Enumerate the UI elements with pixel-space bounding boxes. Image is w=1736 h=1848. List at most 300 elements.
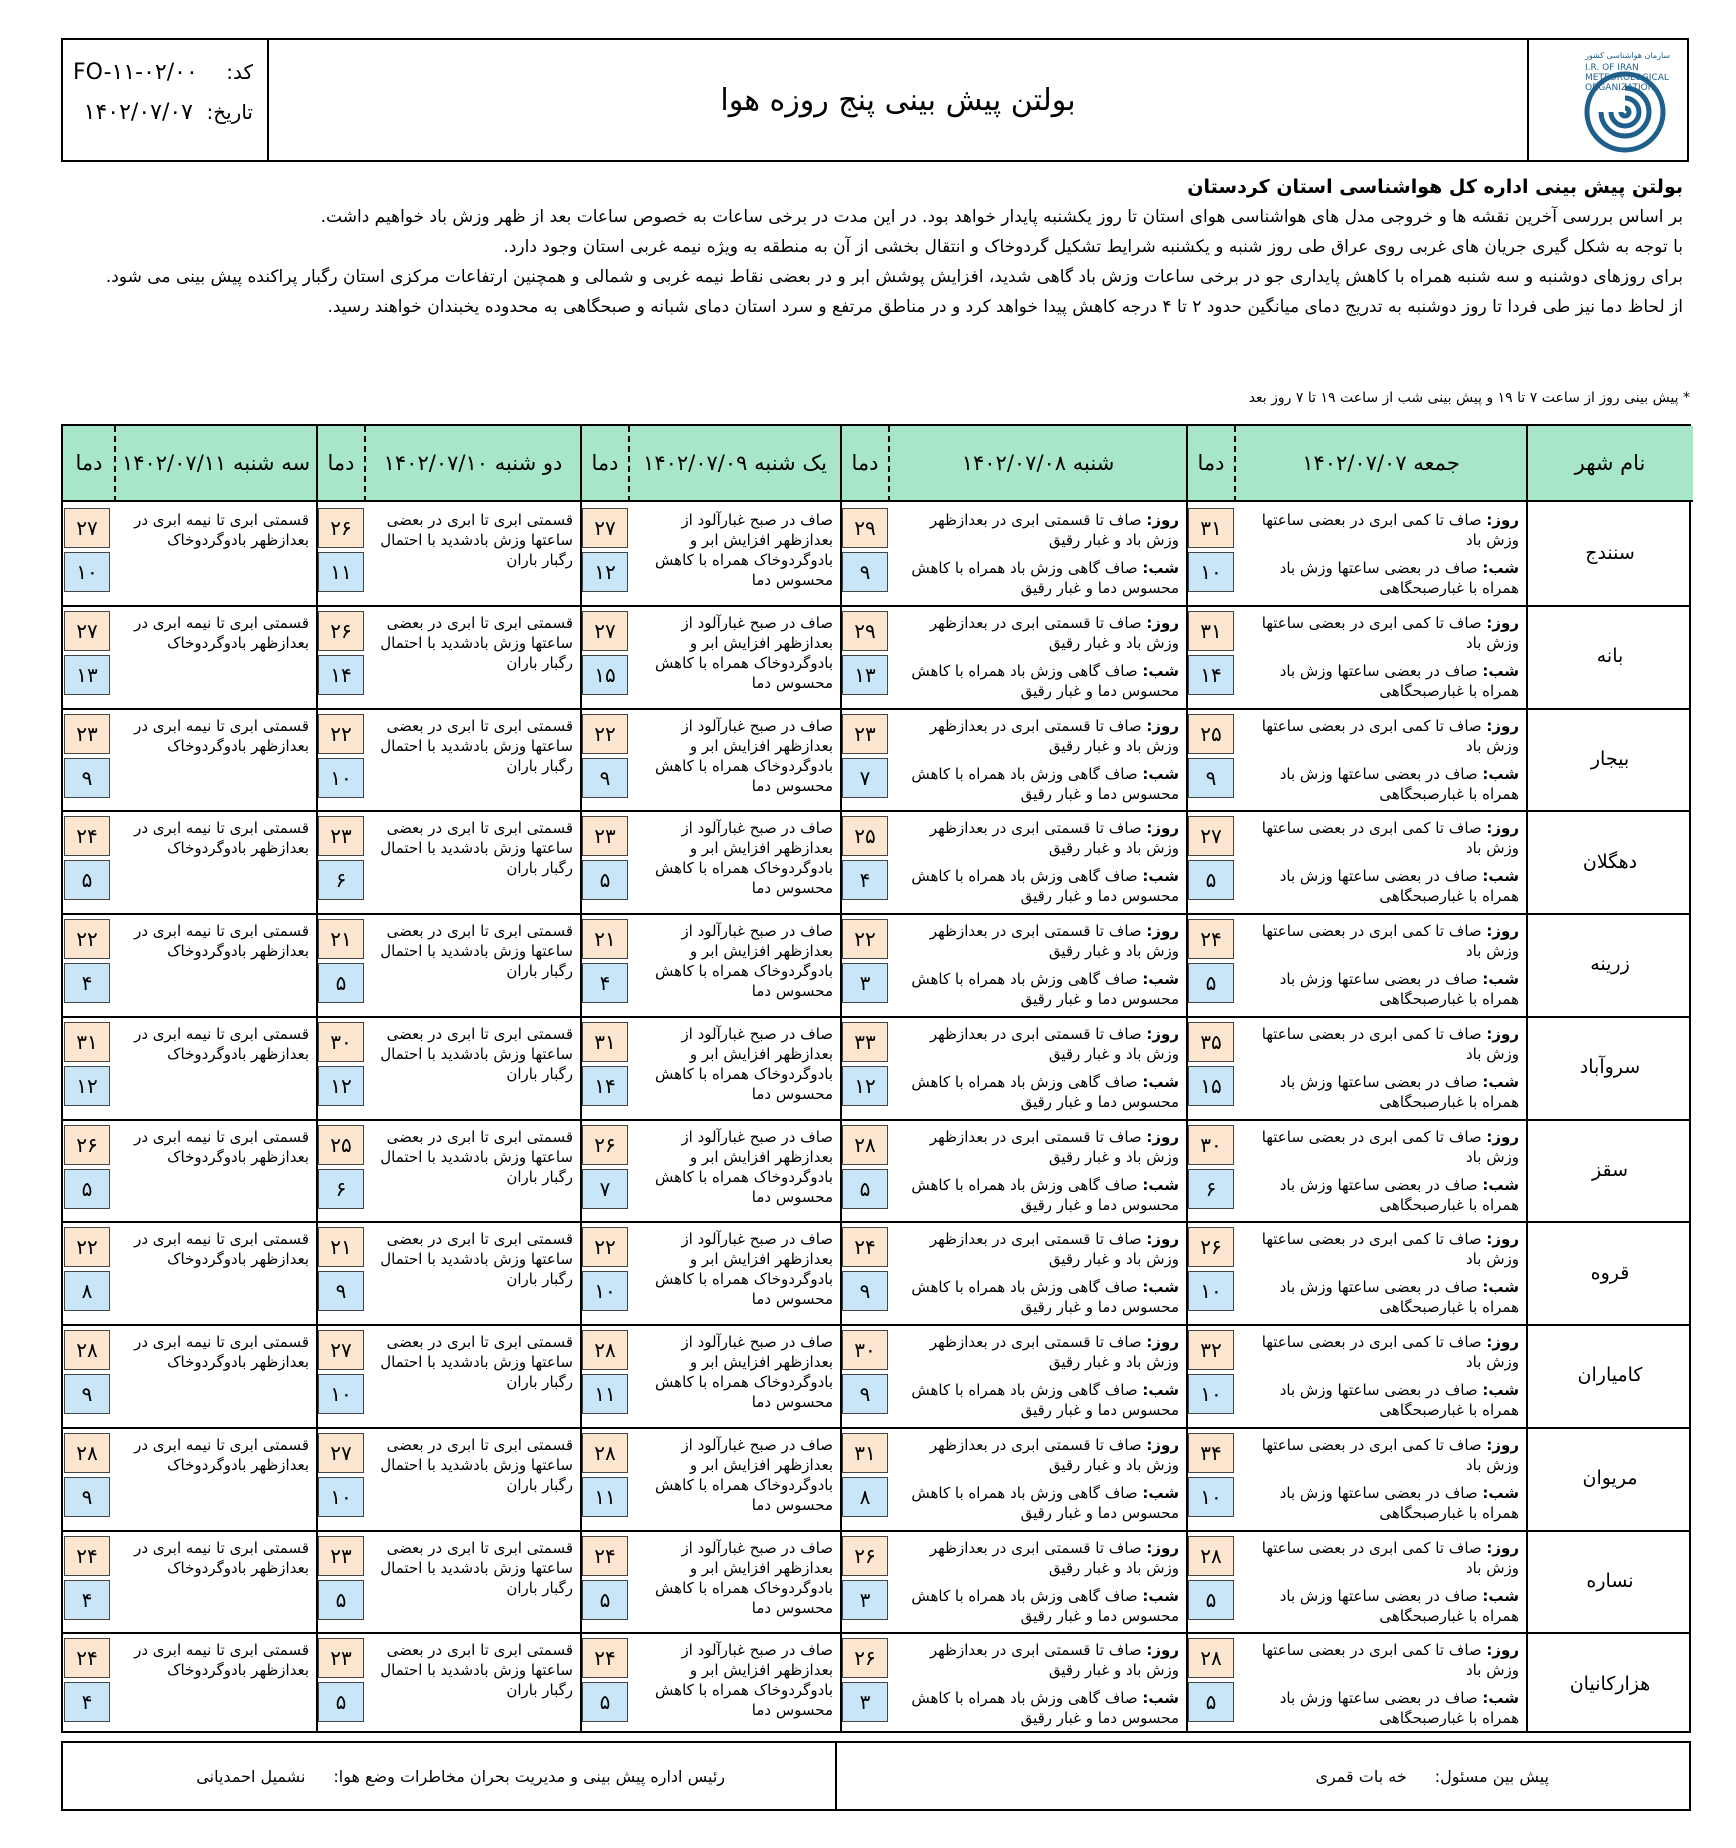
row-divider (63, 605, 1689, 607)
max-temp: ۲۵ (318, 1125, 364, 1165)
day-forecast (897, 1024, 1179, 1064)
max-temp: ۲۵ (842, 816, 888, 856)
forecast-description (1243, 1332, 1519, 1420)
night-text: صاف گاهی وزش باد همراه با کاهش محسوس دما و غبار رقیق (911, 661, 1179, 700)
day-label: روز: (1146, 613, 1179, 632)
document-meta (63, 40, 269, 160)
min-temp: ۱۲ (318, 1066, 364, 1106)
night-forecast (897, 1586, 1179, 1626)
night-text: صاف گاهی وزش باد همراه با کاهش محسوس دما و غبار رقیق (911, 1072, 1179, 1111)
date-value: ۱۴۰۲/۰۷/۰۷ (83, 99, 193, 125)
night-label: شب: (1142, 1175, 1179, 1194)
min-temp: ۹ (64, 1477, 110, 1517)
min-temp: ۱۰ (582, 1271, 628, 1311)
forecast-description (1243, 1435, 1519, 1523)
header-dashed-divider (888, 426, 890, 502)
intro-paragraph-4: از لحاظ دما نیز طی فردا تا روز دوشنبه به تدریج دمای میانگین حدود ۲ تا ۴ درجه کاهش پیدا خواهد کرد و در مناطق مرتفع و سرد استان دمای شبانه و صبحگاهی به محدوده یخبندان خواهند رسید. (327, 297, 1683, 317)
forecast-description (1243, 510, 1519, 598)
night-label: شب: (1482, 764, 1519, 783)
forecast-description: صاف در صبح غبارآلود از بعدازظهر افزایش ابر و بادوگردوخاک همراه با کاهش محسوس دما (655, 819, 833, 898)
forecast-description: قسمتی ابری تا نیمه ابری در بعدازظهر بادوگردوخاک (134, 1230, 309, 1269)
min-temp: ۱۰ (1188, 1374, 1234, 1414)
forecast-description: صاف در صبح غبارآلود از بعدازظهر افزایش ابر و بادوگردوخاک همراه با کاهش محسوس دما (655, 716, 833, 795)
forecast-description: قسمتی ابری تا نیمه ابری در بعدازظهر بادوگردوخاک (134, 1435, 309, 1474)
bulletin-header (61, 38, 1689, 162)
min-temp: ۳ (842, 1580, 888, 1620)
day-forecast (1243, 1024, 1519, 1064)
night-text: صاف در بعضی ساعتها وزش باد همراه با غبارصبحگاهی (1279, 764, 1519, 803)
max-temp: ۲۴ (1188, 919, 1234, 959)
max-temp: ۳۰ (842, 1330, 888, 1370)
min-temp: ۹ (842, 552, 888, 592)
header-temp-day-2: دما (841, 426, 889, 502)
night-label: شب: (1482, 1483, 1519, 1502)
min-temp: ۱۲ (582, 552, 628, 592)
night-text: صاف در بعضی ساعتها وزش باد همراه با غبارصبحگاهی (1279, 559, 1519, 597)
city-name: هزارکانیان (1569, 1672, 1651, 1695)
day-forecast (897, 1640, 1179, 1680)
max-temp: ۲۸ (64, 1330, 110, 1370)
forecast-description (897, 1127, 1179, 1215)
max-temp: ۲۶ (318, 508, 364, 548)
row-divider (63, 1427, 1689, 1429)
max-temp: ۲۶ (842, 1536, 888, 1576)
max-temp: ۳۲ (1188, 1330, 1234, 1370)
logo-text-en2: METEOROLOGICAL (1585, 73, 1669, 83)
logo-text-en1: I.R. OF IRAN (1585, 63, 1639, 73)
max-temp: ۲۷ (318, 1433, 364, 1473)
night-forecast (1243, 1483, 1519, 1523)
night-forecast (897, 558, 1179, 598)
max-temp: ۲۳ (318, 1536, 364, 1576)
forecast-description: صاف در صبح غبارآلود از بعدازظهر افزایش ابر و بادوگردوخاک همراه با کاهش محسوس دما (655, 1127, 833, 1206)
forecast-description: قسمتی ابری تا نیمه ابری در بعدازظهر بادوگردوخاک (134, 511, 309, 549)
day-text: صاف تا قسمتی ابری در بعدازظهر وزش باد و غبار رقیق (929, 922, 1179, 960)
header-temp-day-1: دما (1187, 426, 1235, 502)
min-temp: ۵ (1188, 1682, 1234, 1722)
department-head-label: رئیس اداره پیش بینی و مدیریت بحران مخاطرات وضع هوا: (333, 1766, 725, 1786)
min-temp: ۱۰ (318, 1374, 364, 1414)
min-temp: ۵ (64, 860, 110, 900)
forecast-description: صاف در صبح غبارآلود از بعدازظهر افزایش ابر و بادوگردوخاک همراه با کاهش محسوس دما (655, 1230, 833, 1309)
forecast-description: قسمتی ابری تا ابری در بعضی ساعتها وزش بادشدید با احتمال رگبار باران (380, 1333, 573, 1391)
night-forecast (1243, 1380, 1519, 1420)
day-text: صاف تا کمی ابری در بعضی ساعتها وزش باد (1261, 1127, 1519, 1166)
night-forecast (1243, 1277, 1519, 1317)
row-divider (63, 1324, 1689, 1326)
min-temp: ۹ (1188, 758, 1234, 798)
min-temp: ۹ (64, 1374, 110, 1414)
max-temp: ۲۸ (1188, 1536, 1234, 1576)
day-text: صاف تا کمی ابری در بعضی ساعتها وزش باد (1261, 1641, 1519, 1680)
max-temp: ۳۱ (64, 1022, 110, 1062)
forecaster-name: خه بات قمری (1315, 1766, 1407, 1786)
max-temp: ۲۲ (318, 714, 364, 754)
forecast-description (897, 818, 1179, 906)
day-forecast (897, 716, 1179, 756)
day-label: روز: (1486, 613, 1519, 632)
day-forecast (1243, 1332, 1519, 1372)
max-temp: ۲۸ (582, 1330, 628, 1370)
day-text: صاف تا کمی ابری در بعضی ساعتها وزش باد (1261, 922, 1519, 960)
night-label: شب: (1482, 867, 1519, 886)
forecast-description (897, 716, 1179, 804)
day-label: روز: (1146, 1641, 1179, 1660)
header-city: نام شهر (1527, 426, 1693, 502)
night-text: صاف در بعضی ساعتها وزش باد همراه با غبارصبحگاهی (1279, 1689, 1519, 1728)
city-name: سقز (1592, 1158, 1629, 1181)
night-forecast (897, 969, 1179, 1009)
min-temp: ۵ (318, 963, 364, 1003)
night-label: شب: (1142, 1483, 1179, 1502)
night-label: شب: (1142, 1072, 1179, 1091)
min-temp: ۶ (1188, 1169, 1234, 1209)
max-temp: ۲۷ (1188, 816, 1234, 856)
night-text: صاف در بعضی ساعتها وزش باد همراه با غبارصبحگاهی (1279, 661, 1519, 700)
min-temp: ۵ (1188, 963, 1234, 1003)
forecast-description (1243, 613, 1519, 701)
max-temp: ۳۰ (1188, 1125, 1234, 1165)
max-temp: ۲۳ (318, 1638, 364, 1678)
forecast-description: قسمتی ابری تا نیمه ابری در بعدازظهر بادوگردوخاک (134, 922, 309, 960)
day-forecast (1243, 1435, 1519, 1475)
forecast-description (1243, 1229, 1519, 1317)
min-temp: ۱۳ (64, 655, 110, 695)
day-text: صاف تا کمی ابری در بعضی ساعتها وزش باد (1261, 1024, 1519, 1063)
header-day-4: دو شنبه ۱۴۰۲/۰۷/۱۰ (365, 426, 581, 502)
max-temp: ۳۴ (1188, 1433, 1234, 1473)
min-temp: ۸ (842, 1477, 888, 1517)
day-forecast (897, 1435, 1179, 1475)
intro-paragraph-1: بر اساس بررسی آخرین نقشه ها و خروجی مدل های هواشناسی هوای استان تا روز یکشنبه پایدار خواهد بود. در این مدت در برخی ساعات به خصوص ساعات بعد از ظهر وزش باد خواهیم داشت. (320, 207, 1683, 227)
night-text: صاف گاهی وزش باد همراه با کاهش محسوس دما و غبار رقیق (911, 867, 1179, 906)
day-forecast (1243, 818, 1519, 858)
max-temp: ۲۴ (582, 1638, 628, 1678)
day-text: صاف تا قسمتی ابری در بعدازظهر وزش باد و غبار رقیق (929, 1435, 1179, 1474)
min-temp: ۹ (64, 758, 110, 798)
min-temp: ۴ (64, 1682, 110, 1722)
min-temp: ۱۰ (64, 552, 110, 592)
city-name: بانه (1596, 645, 1624, 668)
forecast-description: قسمتی ابری تا ابری در بعضی ساعتها وزش بادشدید با احتمال رگبار باران (380, 819, 573, 878)
night-text: صاف گاهی وزش باد همراه با کاهش محسوس دما و غبار رقیق (911, 1586, 1179, 1625)
min-temp: ۷ (842, 758, 888, 798)
min-temp: ۸ (64, 1271, 110, 1311)
day-forecast (1243, 510, 1519, 550)
max-temp: ۲۷ (318, 1330, 364, 1370)
night-label: شب: (1142, 661, 1179, 680)
min-temp: ۱۰ (318, 758, 364, 798)
night-forecast (1243, 969, 1519, 1009)
forecast-description: صاف در صبح غبارآلود از بعدازظهر افزایش ابر و بادوگردوخاک همراه با کاهش محسوس دما (655, 922, 833, 1000)
min-temp: ۱۰ (1188, 552, 1234, 592)
night-forecast (897, 866, 1179, 906)
night-label: شب: (1142, 1689, 1179, 1708)
day-label: روز: (1486, 1641, 1519, 1660)
day-label: روز: (1486, 511, 1519, 529)
day-text: صاف تا کمی ابری در بعضی ساعتها وزش باد (1261, 716, 1519, 755)
max-temp: ۳۳ (842, 1022, 888, 1062)
min-temp: ۹ (842, 1271, 888, 1311)
day-forecast (897, 818, 1179, 858)
night-text: صاف گاهی وزش باد همراه با کاهش محسوس دما و غبار رقیق (911, 559, 1179, 597)
header-temp-day-3: دما (581, 426, 629, 502)
max-temp: ۲۵ (1188, 714, 1234, 754)
min-temp: ۱۱ (582, 1477, 628, 1517)
intro-paragraph-3: برای روزهای دوشنبه و سه شنبه همراه با کاهش پایداری جو در برخی ساعات وزش باد گاهی شدید، افزایش پوشش ابر و در بعضی نقاط نیمه غربی و شمالی و همچنین ارتفاعات مرکزی استان رگبار پراکنده پیش بینی می شود. (105, 267, 1683, 287)
row-divider (63, 1221, 1689, 1223)
forecast-description: قسمتی ابری تا نیمه ابری در بعدازظهر بادوگردوخاک (134, 716, 309, 755)
forecast-description: صاف در صبح غبارآلود از بعدازظهر افزایش ابر و بادوگردوخاک همراه با کاهش محسوس دما (655, 1641, 833, 1720)
city-name: سروآباد (1579, 1056, 1641, 1079)
max-temp: ۲۳ (64, 714, 110, 754)
min-temp: ۱۴ (582, 1066, 628, 1106)
row-divider (63, 913, 1689, 915)
night-label: شب: (1142, 1381, 1179, 1399)
min-temp: ۵ (318, 1682, 364, 1722)
min-temp: ۱۱ (582, 1374, 628, 1414)
forecast-description: قسمتی ابری تا ابری در بعضی ساعتها وزش بادشدید با احتمال رگبار باران (380, 1538, 573, 1597)
header-day-3: یک شنبه ۱۴۰۲/۰۷/۰۹ (629, 426, 841, 502)
night-label: شب: (1482, 970, 1519, 988)
forecast-note: * پیش بینی روز از ساعت ۷ تا ۱۹ و پیش بینی شب از ساعت ۱۹ تا ۷ روز بعد (1248, 390, 1690, 406)
day-forecast (897, 921, 1179, 961)
day-label: روز: (1146, 1024, 1179, 1043)
forecaster-label: پیش بین مسئول: (1434, 1766, 1549, 1786)
day-label: روز: (1486, 1127, 1519, 1146)
max-temp: ۲۴ (64, 816, 110, 856)
forecaster-signature (833, 1743, 1689, 1809)
max-temp: ۲۸ (64, 1433, 110, 1473)
header-dashed-divider (1234, 426, 1236, 502)
day-label: روز: (1146, 511, 1179, 529)
min-temp: ۵ (582, 1682, 628, 1722)
forecast-description (1243, 1640, 1519, 1728)
night-forecast (1243, 661, 1519, 701)
city-name: قروه (1590, 1261, 1630, 1284)
forecast-description: صاف در صبح غبارآلود از بعدازظهر افزایش ابر و بادوگردوخاک همراه با کاهش محسوس دما (655, 1024, 833, 1103)
min-temp: ۵ (64, 1169, 110, 1209)
forecast-description (897, 921, 1179, 1009)
min-temp: ۳ (842, 963, 888, 1003)
min-temp: ۶ (318, 860, 364, 900)
day-forecast (1243, 921, 1519, 961)
day-label: روز: (1486, 716, 1519, 735)
night-forecast (1243, 866, 1519, 906)
forecast-description (897, 510, 1179, 598)
min-temp: ۵ (1188, 860, 1234, 900)
night-forecast (897, 1072, 1179, 1112)
night-label: شب: (1482, 559, 1519, 577)
day-text: صاف تا قسمتی ابری در بعدازظهر وزش باد و غبار رقیق (929, 1024, 1179, 1063)
max-temp: ۲۲ (582, 714, 628, 754)
min-temp: ۱۳ (842, 655, 888, 695)
city-name: کامیاران (1577, 1364, 1643, 1387)
night-text: صاف در بعضی ساعتها وزش باد همراه با غبارصبحگاهی (1279, 1278, 1519, 1317)
night-forecast (897, 764, 1179, 804)
forecast-description: صاف در صبح غبارآلود از بعدازظهر افزایش ابر و بادوگردوخاک همراه با کاهش محسوس دما (655, 511, 833, 589)
min-temp: ۱۰ (1188, 1271, 1234, 1311)
night-forecast (897, 1380, 1179, 1420)
forecast-description: قسمتی ابری تا نیمه ابری در بعدازظهر بادوگردوخاک (134, 819, 309, 858)
day-text: صاف تا قسمتی ابری در بعدازظهر وزش باد و غبار رقیق (929, 1641, 1179, 1680)
night-text: صاف در بعضی ساعتها وزش باد همراه با غبارصبحگاهی (1279, 867, 1519, 906)
forecast-description: قسمتی ابری تا نیمه ابری در بعدازظهر بادوگردوخاک (134, 1024, 309, 1063)
night-text: صاف گاهی وزش باد همراه با کاهش محسوس دما و غبار رقیق (911, 1689, 1179, 1728)
day-label: روز: (1486, 1230, 1519, 1249)
night-text: صاف در بعضی ساعتها وزش باد همراه با غبارصبحگاهی (1279, 1072, 1519, 1111)
min-temp: ۷ (582, 1169, 628, 1209)
header-dashed-divider (628, 426, 630, 502)
city-name: سنندج (1585, 542, 1635, 565)
max-temp: ۲۲ (582, 1227, 628, 1267)
night-forecast (1243, 558, 1519, 598)
department-head-name: نشمیل احمدیانی (196, 1766, 306, 1786)
day-forecast (897, 613, 1179, 653)
night-text: صاف در بعضی ساعتها وزش باد همراه با غبارصبحگاهی (1279, 1381, 1519, 1419)
forecast-description: قسمتی ابری تا ابری در بعضی ساعتها وزش بادشدید با احتمال رگبار باران (380, 922, 573, 980)
day-text: صاف تا قسمتی ابری در بعدازظهر وزش باد و غبار رقیق (929, 819, 1179, 858)
min-temp: ۴ (64, 1580, 110, 1620)
night-label: شب: (1142, 970, 1179, 988)
max-temp: ۲۲ (842, 919, 888, 959)
day-forecast (1243, 1538, 1519, 1578)
day-forecast (897, 1538, 1179, 1578)
max-temp: ۲۳ (582, 816, 628, 856)
min-temp: ۹ (842, 1374, 888, 1414)
max-temp: ۳۱ (842, 1433, 888, 1473)
max-temp: ۲۴ (582, 1536, 628, 1576)
night-text: صاف گاهی وزش باد همراه با کاهش محسوس دما و غبار رقیق (911, 1483, 1179, 1522)
night-forecast (1243, 1072, 1519, 1112)
night-text: صاف گاهی وزش باد همراه با کاهش محسوس دما و غبار رقیق (911, 970, 1179, 1008)
day-label: روز: (1486, 1024, 1519, 1043)
header-day-1: جمعه ۱۴۰۲/۰۷/۰۷ (1235, 426, 1527, 502)
night-forecast (897, 1277, 1179, 1317)
header-dashed-divider (364, 426, 366, 502)
max-temp: ۲۹ (842, 508, 888, 548)
day-forecast (897, 510, 1179, 550)
min-temp: ۱۲ (842, 1066, 888, 1106)
row-divider (63, 1119, 1689, 1121)
max-temp: ۲۲ (64, 919, 110, 959)
forecast-description: قسمتی ابری تا ابری در بعضی ساعتها وزش بادشدید با احتمال رگبار باران (380, 1435, 573, 1494)
forecast-description (897, 613, 1179, 701)
night-label: شب: (1142, 867, 1179, 886)
row-divider (63, 1530, 1689, 1532)
forecast-description: صاف در صبح غبارآلود از بعدازظهر افزایش ابر و بادوگردوخاک همراه با کاهش محسوس دما (655, 613, 833, 692)
day-text: صاف تا قسمتی ابری در بعدازظهر وزش باد و غبار رقیق (929, 1333, 1179, 1371)
day-text: صاف تا کمی ابری در بعضی ساعتها وزش باد (1261, 613, 1519, 652)
day-label: روز: (1486, 1538, 1519, 1557)
forecast-description: قسمتی ابری تا نیمه ابری در بعدازظهر بادوگردوخاک (134, 1538, 309, 1577)
min-temp: ۱۵ (582, 655, 628, 695)
night-forecast (1243, 764, 1519, 804)
max-temp: ۲۳ (318, 816, 364, 856)
max-temp: ۲۳ (842, 714, 888, 754)
forecast-description (1243, 1538, 1519, 1626)
day-forecast (1243, 1640, 1519, 1680)
night-forecast (1243, 1175, 1519, 1215)
night-forecast (1243, 1586, 1519, 1626)
forecast-description: قسمتی ابری تا ابری در بعضی ساعتها وزش بادشدید با احتمال رگبار باران (380, 613, 573, 672)
day-label: روز: (1146, 1333, 1179, 1351)
forecast-description (897, 1024, 1179, 1112)
min-temp: ۶ (318, 1169, 364, 1209)
forecast-description: قسمتی ابری تا ابری در بعضی ساعتها وزش بادشدید با احتمال رگبار باران (380, 1230, 573, 1289)
day-label: روز: (1486, 819, 1519, 838)
logo-text-fa: سازمان هواشناسی کشور (1585, 51, 1671, 60)
min-temp: ۴ (64, 963, 110, 1003)
logo-text-en3: ORGANIZATION (1585, 83, 1655, 93)
forecast-description (897, 1538, 1179, 1626)
day-text: صاف تا قسمتی ابری در بعدازظهر وزش باد و غبار رقیق (929, 1230, 1179, 1269)
max-temp: ۲۸ (842, 1125, 888, 1165)
day-forecast (1243, 1127, 1519, 1167)
forecast-description (897, 1229, 1179, 1317)
row-divider (63, 810, 1689, 812)
night-label: شب: (1142, 559, 1179, 577)
day-label: روز: (1486, 922, 1519, 940)
day-text: صاف تا کمی ابری در بعضی ساعتها وزش باد (1261, 1435, 1519, 1474)
night-forecast (897, 1483, 1179, 1523)
max-temp: ۲۴ (64, 1536, 110, 1576)
bulletin-title: بولتن پیش بینی پنج روزه هوا (720, 82, 1076, 118)
day-text: صاف تا قسمتی ابری در بعدازظهر وزش باد و غبار رقیق (929, 1538, 1179, 1577)
night-forecast (897, 1175, 1179, 1215)
day-label: روز: (1146, 1127, 1179, 1146)
intro-paragraph-2: با توجه به شکل گیری جریان های غربی روی عراق طی روز شنبه و یکشنبه شرایط تشکیل گردوخاک و انتقال بخشی از آن به منطقه به ویژه نیمه غربی استان وجود دارد. (503, 237, 1683, 257)
day-forecast (1243, 716, 1519, 756)
night-label: شب: (1142, 764, 1179, 783)
night-text: صاف در بعضی ساعتها وزش باد همراه با غبارصبحگاهی (1279, 1483, 1519, 1522)
max-temp: ۲۷ (64, 508, 110, 548)
day-text: صاف تا کمی ابری در بعضی ساعتها وزش باد (1261, 1230, 1519, 1269)
min-temp: ۵ (842, 1169, 888, 1209)
night-text: صاف در بعضی ساعتها وزش باد همراه با غبارصبحگاهی (1279, 1586, 1519, 1625)
night-text: صاف گاهی وزش باد همراه با کاهش محسوس دما و غبار رقیق (911, 1381, 1179, 1419)
bulletin-intro (90, 172, 1683, 322)
forecast-description: صاف در صبح غبارآلود از بعدازظهر افزایش ابر و بادوگردوخاک همراه با کاهش محسوس دما (655, 1333, 833, 1411)
day-forecast (1243, 1229, 1519, 1269)
forecast-description: قسمتی ابری تا ابری در بعضی ساعتها وزش بادشدید با احتمال رگبار باران (380, 1641, 573, 1700)
night-label: شب: (1482, 1689, 1519, 1708)
day-label: روز: (1146, 922, 1179, 940)
city-name: نساره (1586, 1569, 1634, 1592)
max-temp: ۲۸ (1188, 1638, 1234, 1678)
night-forecast (1243, 1688, 1519, 1728)
bulletin-footer (61, 1741, 1691, 1811)
forecast-description (1243, 1024, 1519, 1112)
day-text: صاف تا کمی ابری در بعضی ساعتها وزش باد (1261, 1333, 1519, 1371)
forecast-description: قسمتی ابری تا ابری در بعضی ساعتها وزش بادشدید با احتمال رگبار باران (380, 716, 573, 775)
day-label: روز: (1146, 1230, 1179, 1249)
max-temp: ۳۱ (1188, 508, 1234, 548)
night-text: صاف در بعضی ساعتها وزش باد همراه با غبارصبحگاهی (1279, 1175, 1519, 1214)
max-temp: ۲۷ (582, 508, 628, 548)
row-divider (63, 1632, 1689, 1634)
city-name: مریوان (1582, 1467, 1638, 1490)
min-temp: ۱۴ (1188, 655, 1234, 695)
day-label: روز: (1146, 1435, 1179, 1454)
day-text: صاف تا کمی ابری در بعضی ساعتها وزش باد (1261, 511, 1519, 549)
day-text: صاف تا قسمتی ابری در بعدازظهر وزش باد و غبار رقیق (929, 1127, 1179, 1166)
night-label: شب: (1142, 1586, 1179, 1605)
day-label: روز: (1486, 1435, 1519, 1454)
max-temp: ۲۶ (1188, 1227, 1234, 1267)
max-temp: ۲۶ (842, 1638, 888, 1678)
row-divider (63, 708, 1689, 710)
